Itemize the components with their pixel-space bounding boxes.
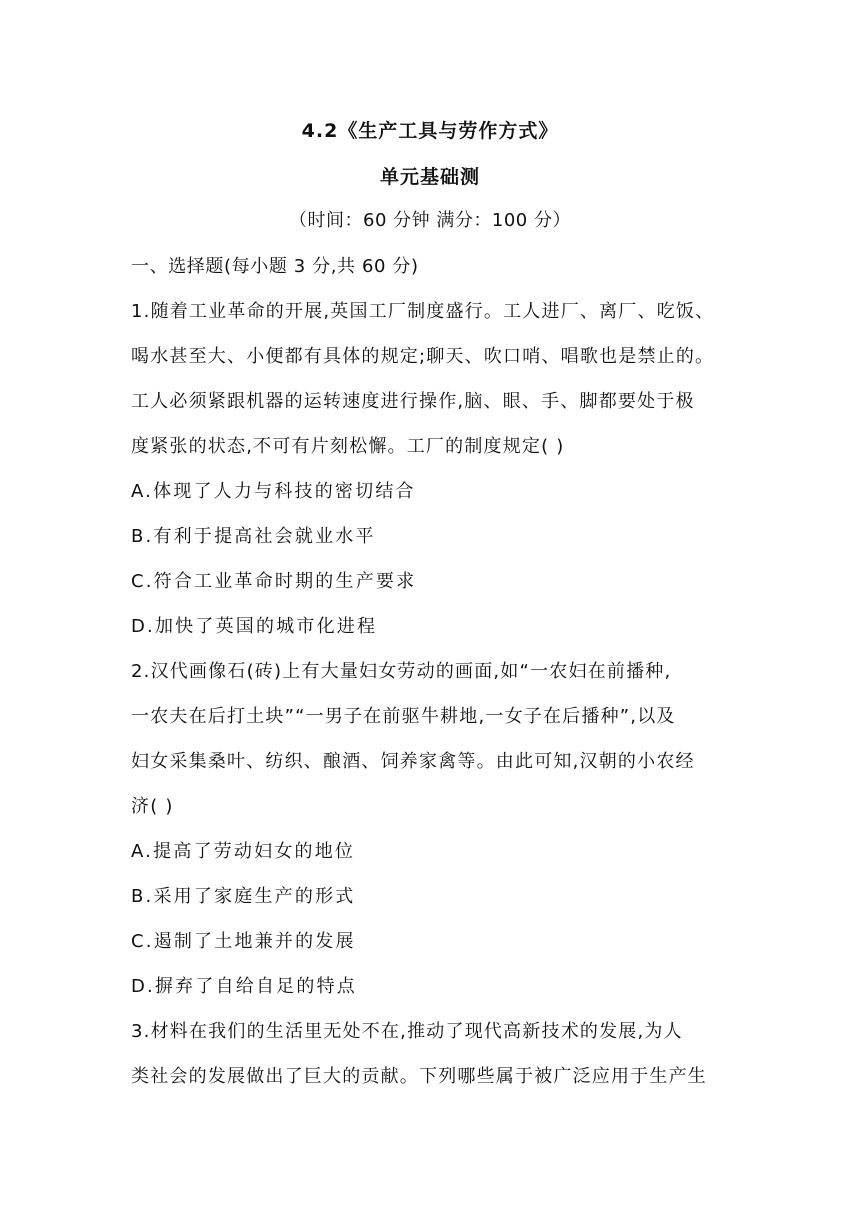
option-c: C.遏制了土地兼并的发展 (131, 931, 356, 952)
document-title: 4.2《生产工具与劳作方式》 (301, 120, 559, 142)
document-subtitle: 单元基础测 (379, 166, 480, 188)
question-text-line: 喝水甚至大、小便都有具体的规定;聊天、吹口哨、唱歌也是禁止的。 (131, 346, 715, 367)
question-text-line: 妇女采集桑叶、纺织、酿酒、饲养家禽等。由此可知,汉朝的小农经 (131, 751, 695, 772)
question-text-line: 济( ) (131, 796, 174, 817)
exam-time-info: （时间：60 分钟 满分：100 分） (289, 210, 571, 231)
option-d: D.摒弃了自给自足的特点 (131, 976, 357, 997)
option-a: A.体现了人力与科技的密切结合 (131, 481, 416, 502)
option-a: A.提高了劳动妇女的地位 (131, 841, 356, 862)
option-b: B.采用了家庭生产的形式 (131, 886, 356, 907)
section-heading: 一、选择题(每小题 3 分,共 60 分) (131, 256, 419, 277)
question-text-line: 3.材料在我们的生活里无处不在,推动了现代高新技术的发展,为人 (131, 1021, 683, 1042)
question-text-line: 2.汉代画像石(砖)上有大量妇女劳动的画面,如“一农妇在前播种, (131, 661, 672, 682)
question-text-line: 1.随着工业革命的开展,英国工厂制度盛行。工人进厂、离厂、吃饭、 (131, 301, 715, 322)
question-text-line: 工人必须紧跟机器的运转速度进行操作,脑、眼、手、脚都要处于极 (131, 391, 695, 412)
question-text-line: 一农夫在后打土块”“一男子在前驱牛耕地,一女子在后播种”,以及 (131, 706, 676, 727)
option-d: D.加快了英国的城市化进程 (131, 616, 378, 637)
question-text-line: 度紧张的状态,不可有片刻松懈。工厂的制度规定( ) (131, 436, 565, 457)
option-c: C.符合工业革命时期的生产要求 (131, 571, 417, 592)
question-text-line: 类社会的发展做出了巨大的贡献。下列哪些属于被广泛应用于生产生 (131, 1066, 707, 1087)
option-b: B.有利于提高社会就业水平 (131, 526, 376, 547)
